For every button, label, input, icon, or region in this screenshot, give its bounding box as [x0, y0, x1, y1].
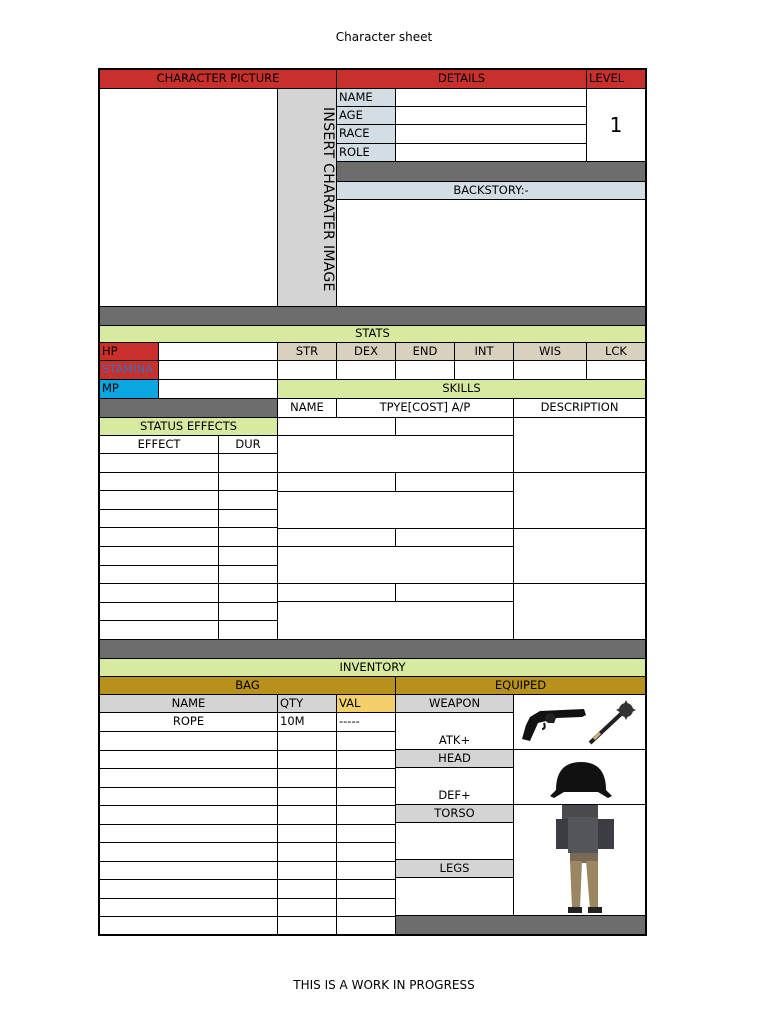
role-label: ROLE — [336, 143, 396, 162]
stat-end-label: END — [395, 342, 455, 361]
stat-str-label: STR — [277, 342, 337, 361]
skill-4-type[interactable] — [395, 583, 514, 602]
bag-name-cell[interactable] — [99, 861, 278, 881]
body-image-cell[interactable] — [513, 804, 646, 916]
stat-int-value[interactable] — [454, 360, 514, 380]
bag-name-cell[interactable] — [99, 842, 278, 862]
skill-2-name[interactable] — [277, 472, 396, 492]
helmet-icon — [548, 758, 614, 802]
bag-val-header: VAL — [336, 694, 396, 713]
status-duration-cell[interactable] — [218, 453, 278, 473]
footer-note: THIS IS A WORK IN PROGRESS — [293, 978, 475, 992]
bag-qty-cell[interactable] — [277, 750, 337, 770]
bag-val-cell[interactable] — [336, 824, 396, 844]
bag-qty-cell[interactable] — [277, 916, 337, 936]
stat-lck-label: LCK — [586, 342, 646, 361]
bag-val-cell[interactable] — [336, 750, 396, 770]
bag-item-name[interactable]: ROPE — [99, 712, 278, 732]
bag-qty-cell[interactable] — [277, 861, 337, 881]
skill-3-description[interactable] — [513, 528, 646, 584]
bag-val-cell[interactable] — [336, 898, 396, 918]
head-image-cell[interactable] — [513, 749, 646, 805]
bag-item-qty[interactable]: 10M — [277, 712, 337, 732]
inventory-header: INVENTORY — [99, 658, 646, 677]
bag-name-header: NAME — [99, 694, 278, 713]
status-effect-cell[interactable] — [99, 509, 219, 529]
bag-name-cell[interactable] — [99, 916, 278, 936]
status-duration-cell[interactable] — [218, 546, 278, 566]
stat-str-value[interactable] — [277, 360, 337, 380]
mp-label: MP — [99, 379, 159, 399]
section-divider — [99, 306, 646, 326]
bag-qty-cell[interactable] — [277, 787, 337, 807]
atk-label: ATK+ — [438, 733, 471, 748]
bag-qty-cell[interactable] — [277, 731, 337, 751]
skill-1-description[interactable] — [513, 417, 646, 473]
effect-header: EFFECT — [99, 435, 219, 454]
status-effect-cell[interactable] — [99, 453, 219, 473]
weapon-image-cell[interactable] — [513, 694, 646, 750]
race-label: RACE — [336, 124, 396, 144]
status-effect-cell[interactable] — [99, 620, 219, 640]
torso-field[interactable] — [395, 822, 514, 860]
status-effect-cell[interactable] — [99, 527, 219, 547]
skill-3-details[interactable] — [277, 546, 514, 584]
age-label: AGE — [336, 106, 396, 125]
skill-4-name[interactable] — [277, 583, 396, 602]
status-effect-cell[interactable] — [99, 546, 219, 566]
stat-end-value[interactable] — [395, 360, 455, 380]
hp-label: HP — [99, 342, 159, 361]
status-duration-cell[interactable] — [218, 620, 278, 640]
status-effect-cell[interactable] — [99, 490, 219, 510]
bag-item-val[interactable]: ----- — [336, 712, 396, 732]
skills-header: SKILLS — [277, 379, 646, 399]
revolver-icon — [520, 703, 588, 747]
stamina-label: STAMINA — [99, 360, 159, 380]
race-field[interactable] — [395, 124, 587, 144]
bag-val-cell[interactable] — [336, 731, 396, 751]
character-picture-header: CHARACTER PICTURE — [99, 69, 337, 89]
bag-val-cell[interactable] — [336, 787, 396, 807]
skill-2-description[interactable] — [513, 472, 646, 529]
stamina-field[interactable] — [158, 360, 278, 380]
bag-qty-header: QTY — [277, 694, 337, 713]
details-header: DETAILS — [336, 69, 587, 89]
name-label: NAME — [336, 88, 396, 107]
bag-name-cell[interactable] — [99, 805, 278, 825]
mace-icon — [586, 699, 640, 747]
status-duration-cell[interactable] — [218, 490, 278, 510]
status-effects-header: STATUS EFFECTS — [99, 417, 278, 436]
status-duration-cell[interactable] — [218, 472, 278, 492]
bag-qty-cell[interactable] — [277, 898, 337, 918]
torso-label: TORSO — [395, 804, 514, 823]
level-value[interactable]: 1 — [586, 88, 646, 162]
bag-qty-cell[interactable] — [277, 768, 337, 788]
mp-field[interactable] — [158, 379, 278, 399]
stat-dex-value[interactable] — [336, 360, 396, 380]
legs-field[interactable] — [395, 877, 514, 916]
status-effect-cell[interactable] — [99, 565, 219, 585]
bag-val-cell[interactable] — [336, 842, 396, 862]
bag-qty-cell[interactable] — [277, 842, 337, 862]
stat-int-label: INT — [454, 342, 514, 361]
character-picture-area[interactable] — [99, 88, 278, 307]
status-duration-cell[interactable] — [218, 509, 278, 529]
equipment-footer-bar — [395, 915, 646, 935]
level-header: LEVEL — [586, 69, 646, 89]
bag-qty-cell[interactable] — [277, 805, 337, 825]
backstory-label: BACKSTORY:- — [336, 181, 646, 200]
status-effect-cell[interactable] — [99, 583, 219, 603]
bag-name-cell[interactable] — [99, 768, 278, 788]
weapon-label: WEAPON — [395, 694, 514, 713]
skill-1-type[interactable] — [395, 417, 514, 436]
status-duration-cell[interactable] — [218, 602, 278, 622]
head-field[interactable] — [395, 767, 514, 805]
status-divider — [99, 398, 278, 418]
insert-image-placeholder: INSERT CHARATER IMAGE — [277, 88, 337, 307]
bag-qty-cell[interactable] — [277, 824, 337, 844]
bag-val-cell[interactable] — [336, 768, 396, 788]
bag-name-cell[interactable] — [99, 750, 278, 770]
status-effect-cell[interactable] — [99, 472, 219, 492]
skill-description-header: DESCRIPTION — [513, 398, 646, 418]
skill-1-name[interactable] — [277, 417, 396, 436]
stat-wis-label: WIS — [513, 342, 587, 361]
status-duration-cell[interactable] — [218, 527, 278, 547]
skill-3-name[interactable] — [277, 528, 396, 547]
skill-2-details[interactable] — [277, 491, 514, 529]
skill-type-header: TPYE[COST] A/P — [336, 398, 514, 418]
skill-4-description[interactable] — [513, 583, 646, 640]
bag-val-cell[interactable] — [336, 879, 396, 899]
status-duration-cell[interactable] — [218, 583, 278, 603]
details-divider — [336, 161, 646, 182]
hp-field[interactable] — [158, 342, 278, 361]
bag-qty-cell[interactable] — [277, 879, 337, 899]
bag-name-cell[interactable] — [99, 824, 278, 844]
bag-val-cell[interactable] — [336, 916, 396, 936]
stat-wis-value[interactable] — [513, 360, 587, 380]
bag-val-cell[interactable] — [336, 805, 396, 825]
skill-name-header: NAME — [277, 398, 337, 418]
stats-header: STATS — [99, 325, 646, 343]
bag-name-cell[interactable] — [99, 731, 278, 751]
legs-label: LEGS — [395, 859, 514, 878]
def-label: DEF+ — [438, 788, 471, 803]
bag-header: BAG — [99, 676, 396, 695]
skill-3-type[interactable] — [395, 528, 514, 547]
bag-name-cell[interactable] — [99, 787, 278, 807]
name-field[interactable] — [395, 88, 587, 107]
status-duration-cell[interactable] — [218, 565, 278, 585]
backstory-area[interactable] — [336, 199, 646, 307]
inventory-divider — [99, 639, 646, 659]
bag-name-cell[interactable] — [99, 898, 278, 918]
equiped-header: EQUIPED — [395, 676, 646, 695]
head-label: HEAD — [395, 749, 514, 768]
dur-header: DUR — [218, 435, 278, 454]
status-effect-cell[interactable] — [99, 602, 219, 622]
skill-4-details[interactable] — [277, 601, 514, 640]
stat-lck-value[interactable] — [586, 360, 646, 380]
character-figure — [552, 801, 616, 917]
skill-1-details[interactable] — [277, 435, 514, 473]
bag-name-cell[interactable] — [99, 879, 278, 899]
stat-dex-label: DEX — [336, 342, 396, 361]
sheet-title: Character sheet — [335, 30, 433, 44]
weapon-field[interactable] — [395, 712, 514, 750]
role-field[interactable] — [395, 143, 587, 162]
bag-val-cell[interactable] — [336, 861, 396, 881]
age-field[interactable] — [395, 106, 587, 125]
skill-2-type[interactable] — [395, 472, 514, 492]
